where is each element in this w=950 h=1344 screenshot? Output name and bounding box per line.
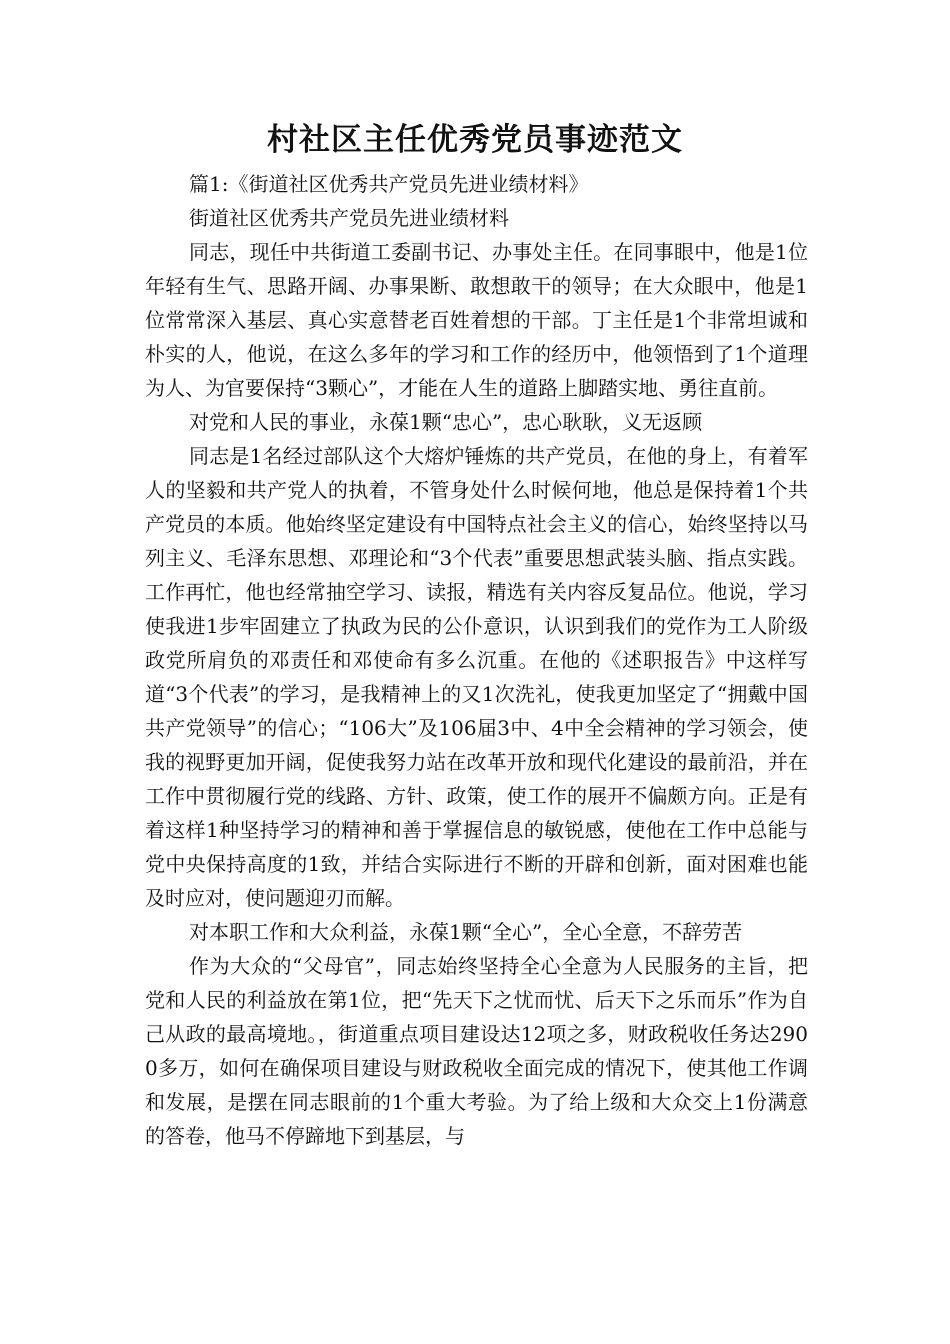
document-body xyxy=(145,167,808,1153)
body-paragraph: 作为大众的“父母官”，同志始终坚持全心全意为人民服务的主旨，把党和人民的利益放在第1位，把“先天下之忧而忧、后天下之乐而乐”作为自己从政的最高境地。，街道重点项目建设达12项之多，财政税收任务达2900多万，如何在确保项目建设与财政税收全面完成的情况下，使其他工作调和发展，是摆在同志眼前的1个重大考验。为了给上级和大众交上1份满意的答卷，他马不停蹄地下到基层，与 xyxy=(145,954,808,1148)
subheading-loyalty: 对党和人民的事业，永葆1颗“忠心”，忠心耿耿，义无返顾 xyxy=(189,410,703,434)
subheading-dedication: 对本职工作和大众利益，永葆1颗“全心”，全心全意，不辞劳苦 xyxy=(189,920,743,944)
material-subtitle: 街道社区优秀共产党员先进业绩材料 xyxy=(189,206,509,230)
document-title: 村社区主任优秀党员事迹范文 xyxy=(267,122,683,158)
section-heading: 篇1:《街道社区优秀共产党员先进业绩材料》 xyxy=(189,172,589,196)
body-paragraph: 同志，现任中共街道工委副书记、办事处主任。在同事眼中，他是1位年轻有生气、思路开阔、办事果断、敢想敢干的领导；在大众眼中，他是1位常常深入基层、真心实意替老百姓着想的干部。丁主任是1个非常坦诚和朴实的人，他说，在这么多年的学习和工作的经历中，他领悟到了1个道理为人、为官要保持“3颗心”，才能在人生的道路上脚踏实地、勇往直前。 xyxy=(145,240,808,400)
body-paragraph: 同志是1名经过部队这个大熔炉锤炼的共产党员，在他的身上，有着军人的坚毅和共产党人的执着，不管身处什么时候何地，他总是保持着1个共产党员的本质。他始终坚定建设有中国特点社会主义的信心，始终坚持以马列主义、毛泽东思想、邓理论和“3个代表”重要思想武装头脑、指点实践。工作再忙，他也经常抽空学习、读报，精选有关内容反复品位。他说，学习使我进1步牢固建立了执政为民的公仆意识，认识到我们的党作为工人阶级政党所肩负的邓责任和邓使命有多么沉重。在他的《述职报告》中这样写道“3个代表”的学习，是我精神上的又1次洗礼，使我更加坚定了“拥戴中国共产党领导”的信心；“106大”及106届3中、4中全会精神的学习领会，使我的视野更加开阔，促使我努力站在改革开放和现代化建设的最前沿，并在工作中贯彻履行党的线路、方针、政策，使工作的展开不偏颇方向。正是有着这样1种坚持学习的精神和善于掌握信息的敏锐感，使他在工作中总能与党中央保持高度的1致，并结合实际进行不断的开辟和创新，面对困难也能及时应对，使问题迎刃而解。 xyxy=(145,444,808,910)
